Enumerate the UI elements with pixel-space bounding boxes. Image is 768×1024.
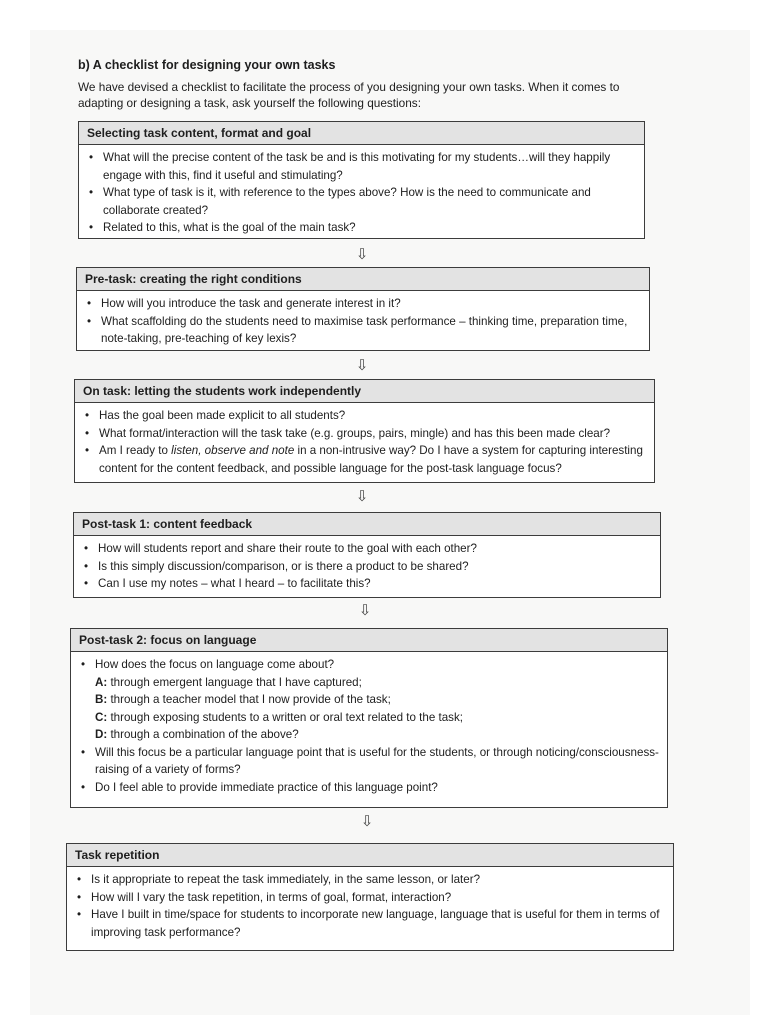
list-item: • What format/interaction will the task take (e.g. groups, pairs, mingle) and has this been made clear? xyxy=(85,425,648,443)
section-list xyxy=(77,291,649,351)
list-item: • Has the goal been made explicit to all students? xyxy=(85,407,648,425)
option-letter: D: xyxy=(95,728,108,741)
section-heading: Post-task 2: focus on language xyxy=(71,629,667,652)
option-line xyxy=(95,674,661,692)
down-arrow-icon: ⇩ xyxy=(355,246,369,263)
down-arrow-icon: ⇩ xyxy=(355,357,369,374)
list-item xyxy=(81,656,661,744)
list-item xyxy=(85,442,648,477)
option-text: through exposing students to a written or oral text related to the task; xyxy=(107,710,463,724)
down-arrow-icon: ⇩ xyxy=(358,602,372,619)
item-text: • How does the focus on language come about? xyxy=(95,658,335,671)
list-item: • How will I vary the task repetition, in terms of goal, format, interaction? xyxy=(77,889,667,907)
section-heading: Selecting task content, format and goal xyxy=(79,122,644,145)
down-arrow-icon: ⇩ xyxy=(360,813,374,830)
list-item: • How will you introduce the task and generate interest in it? xyxy=(87,295,643,313)
list-item: • Will this focus be a particular language point that is useful for the students, or through noticing/consciousness-raising of a variety of forms? xyxy=(81,744,661,779)
option-letter: B: xyxy=(95,693,108,706)
item-text: Am I ready to xyxy=(99,444,172,457)
list-item: • Is it appropriate to repeat the task immediately, in the same lesson, or later? xyxy=(77,871,667,889)
section-box-content-feedback xyxy=(73,512,661,598)
list-item: • What scaffolding do the students need to maximise task performance – thinking time, preparation time, note-taking, pre-teaching of key lexis? xyxy=(87,313,643,348)
list-item: • What type of task is it, with reference to the types above? How is the need to communicate and collaborate created? xyxy=(89,184,638,219)
section-heading: Task repetition xyxy=(67,844,673,867)
list-item: • Do I feel able to provide immediate practice of this language point? xyxy=(81,779,661,797)
section-list xyxy=(75,403,654,480)
option-letter: C: xyxy=(95,710,108,724)
section-box-pre-task xyxy=(76,267,650,351)
option-line xyxy=(95,709,661,727)
option-text: through a combination of the above? xyxy=(107,728,299,741)
page-title: b) A checklist for designing your own tasks xyxy=(78,58,336,72)
item-text: in a non-intrusive way? Do I have a system for capturing interesting content for the content feedback, and possible language for the post-task language focus? xyxy=(99,444,643,475)
option-text: through a teacher model that I now provide of the task; xyxy=(107,693,391,706)
section-heading: On task: letting the students work independently xyxy=(75,380,654,403)
option-line xyxy=(95,691,661,709)
section-box-task-content xyxy=(78,121,645,239)
section-box-on-task xyxy=(74,379,655,483)
section-box-task-repetition xyxy=(66,843,674,951)
section-box-focus-on-language xyxy=(70,628,668,808)
section-list xyxy=(67,867,673,944)
section-list xyxy=(74,536,660,596)
item-emphasis: listen, observe and note xyxy=(171,444,295,457)
option-line xyxy=(95,726,661,744)
section-heading: Pre-task: creating the right conditions xyxy=(77,268,649,291)
list-item: • Can I use my notes – what I heard – to facilitate this? xyxy=(84,575,654,593)
option-letter: A: xyxy=(95,675,108,689)
option-text: through emergent language that I have captured; xyxy=(107,675,362,689)
section-list xyxy=(71,652,667,799)
list-item: • How will students report and share their route to the goal with each other? xyxy=(84,540,654,558)
section-list xyxy=(79,145,644,240)
down-arrow-icon: ⇩ xyxy=(355,488,369,505)
list-item: • Related to this, what is the goal of the main task? xyxy=(89,219,638,237)
section-heading: Post-task 1: content feedback xyxy=(74,513,660,536)
list-item: • Have I built in time/space for students to incorporate new language, language that is useful for them in terms of improving task performance? xyxy=(77,906,667,941)
list-item: • Is this simply discussion/comparison, or is there a product to be shared? xyxy=(84,558,654,576)
intro-paragraph: We have devised a checklist to facilitate the process of you designing your own tasks. When it comes to adapting or designing a task, ask yourself the following questions: xyxy=(78,80,620,110)
list-item: • What will the precise content of the task be and is this motivating for my students…will they happily engage with this, find it useful and stimulating? xyxy=(89,149,638,184)
